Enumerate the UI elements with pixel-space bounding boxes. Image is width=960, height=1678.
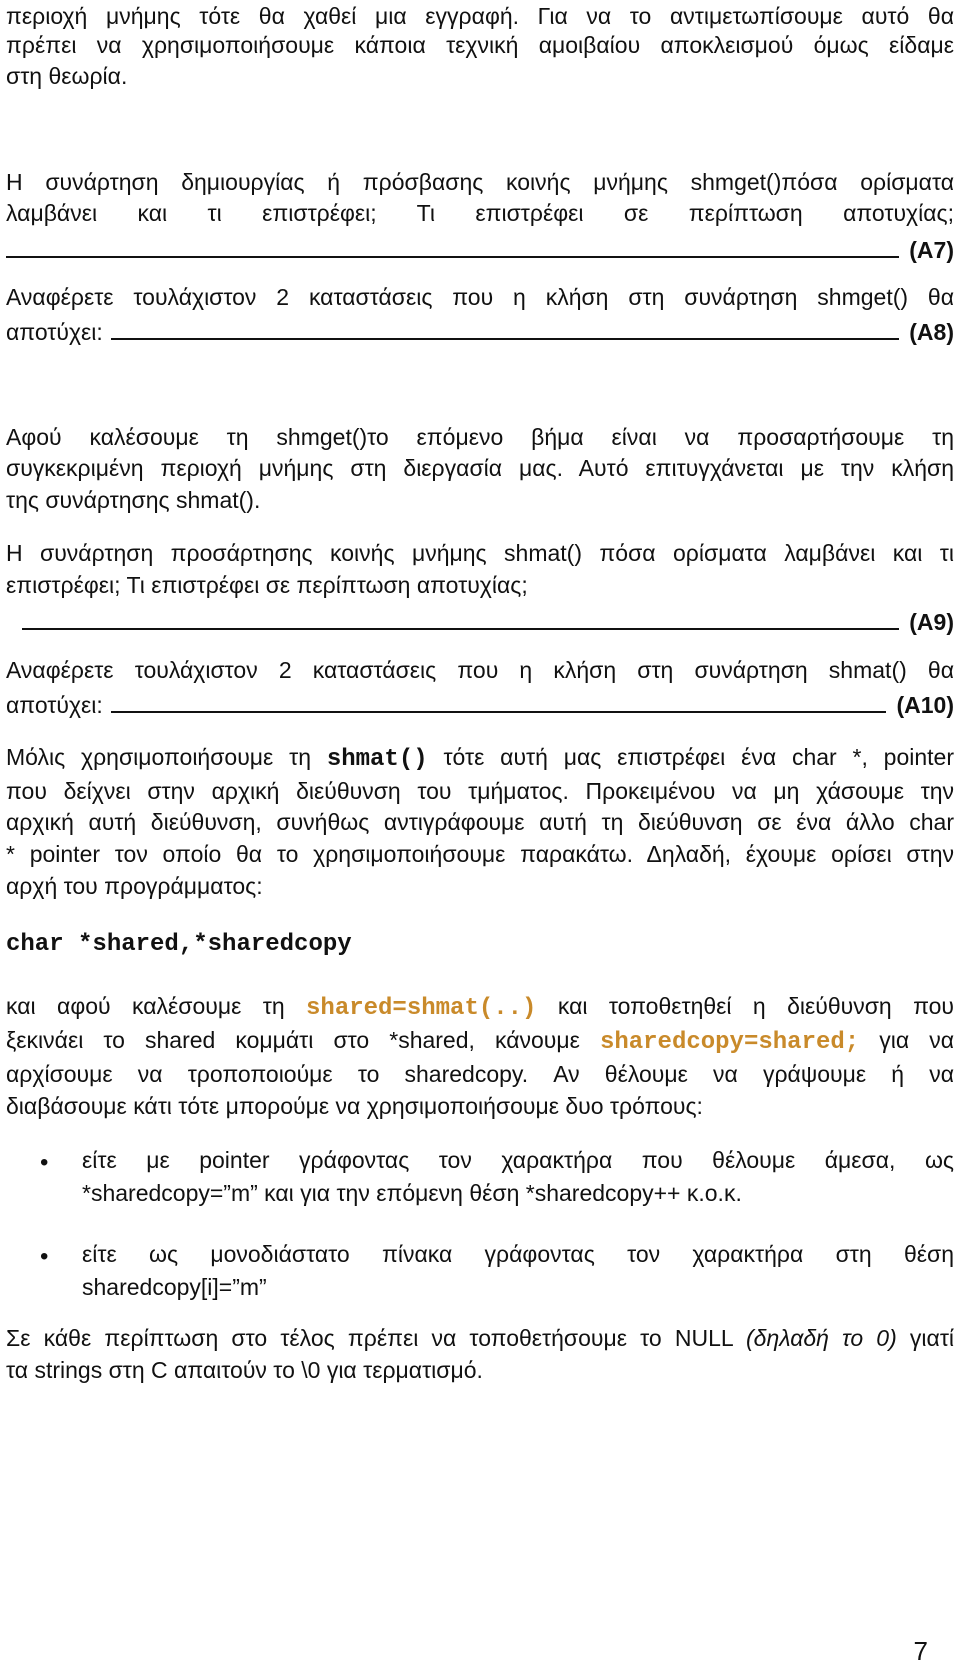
text-line: αρχίσουμε να τροποποιούμε το sharedcopy. Αν θέλουμε να γράψουμε ή να [6,1061,954,1087]
text-span: Μόλις χρησιμοποιήσουμε τη [6,744,311,770]
answer-blank[interactable] [111,689,887,713]
text-span: τότε αυτή μας επιστρέφει ένα char *, pointer [443,744,954,770]
text-line: συγκεκριμένη περιοχή μνήμης στη διεργασία μας. Αυτό επιτυγχάνεται με την κλήση [6,455,954,481]
text-line: αρχική αυτή διεύθυνση, συνήθως αντιγράφουμε αυτή τη διεύθυνση σε ένα άλλο char [6,809,954,835]
list-item [82,1144,954,1210]
inline-code: shmat() [326,746,428,773]
list-item-line: *sharedcopy=”m” και για την επόμενη θέση *sharedcopy++ κ.ο.κ. [82,1180,742,1206]
text-line: που δείχνει στην αρχική διεύθυνση του τμήματος. Προκειμένου να μη χάσουμε την [6,778,954,804]
text-line: αρχή του προγράμματος: [6,873,263,899]
question-code-label: (A7) [909,237,954,263]
answer-blank[interactable] [22,606,899,630]
text-line [6,741,954,776]
text-line [6,1322,954,1355]
code-declaration: char *shared,*sharedcopy [6,931,352,958]
answer-row-a7[interactable] [6,230,954,264]
text-span: για να [879,1027,955,1053]
question-line: Αναφέρετε τουλάχιστον 2 καταστάσεις που η κλήση στη συνάρτηση shmat() θα [6,657,954,683]
text-span: ξεκινάει το shared κομμάτι στο *shared, κάνουμε [6,1027,580,1053]
answer-prefix: αποτύχει: [6,319,103,345]
text-span: γιατί [909,1325,955,1351]
text-span: και αφού καλέσουμε τη [6,993,285,1019]
list-item-line: είτε με pointer γράφοντας τον χαρακτήρα που θέλουμε άμεσα, ως [82,1147,954,1173]
question-code-label: (A9) [909,609,954,635]
answer-prefix: αποτύχει: [6,692,103,718]
question-line: λαμβάνει και τι επιστρέφει; Τι επιστρέφει σε περίπτωση αποτυχίας; [6,200,954,226]
question-line: Η συνάρτηση δημιουργίας ή πρόσβασης κοινής μνήμης shmget()πόσα ορίσματα [6,169,954,195]
question-code-label: (A8) [909,319,954,345]
text-line [6,990,954,1025]
text-line: περιοχή μνήμης τότε θα χαθεί μια εγγραφή. Για να το αντιμετωπίσουμε αυτό θα [6,3,954,29]
list-item [82,1238,954,1304]
text-line [6,1024,954,1059]
answer-row-a8[interactable] [6,312,954,346]
bullet-icon: • [40,1243,49,1270]
bullet-icon: • [40,1149,49,1176]
page-number: 7 [913,1636,928,1666]
text-emphasis: (δηλαδή το 0) [746,1325,897,1351]
text-line: της συνάρτησης shmat(). [6,487,261,513]
answer-row-a10[interactable] [6,685,954,719]
text-line: * pointer τον οποίο θα το χρησιμοποιήσουμε παρακάτω. Δηλαδή, έχουμε ορίσει στην [6,841,954,867]
text-line: στη θεωρία. [6,63,128,89]
text-line: Αφού καλέσουμε τη shmget()το επόμενο βήμα είναι να προσαρτήσουμε τη [6,424,954,450]
question-line: Η συνάρτηση προσάρτησης κοινής μνήμης shmat() πόσα ορίσματα λαμβάνει και τι [6,540,954,566]
list-item-line: είτε ως μονοδιάστατο πίνακα γράφοντας τον χαρακτήρα στη θέση [82,1241,954,1267]
text-line: πρέπει να χρησιμοποιήσουμε κάποια τεχνική αμοιβαίου αποκλεισμού όμως είδαμε [6,32,954,58]
text-span: Σε κάθε περίπτωση στο τέλος πρέπει να τοποθετήσουμε το NULL [6,1325,733,1351]
text-line: τα strings στη C απαιτούν το \0 για τερματισμό. [6,1357,483,1383]
text-span: και τοποθετηθεί η διεύθυνση που [557,993,955,1019]
answer-blank[interactable] [111,316,899,340]
answer-row-a9[interactable] [22,602,954,636]
text-line: διαβάσουμε κάτι τότε μπορούμε να χρησιμοποιήσουμε δυο τρόπους: [6,1093,703,1119]
question-line: επιστρέφει; Τι επιστρέφει σε περίπτωση αποτυχίας; [6,572,528,598]
answer-blank[interactable] [6,234,899,258]
inline-code-highlight: shared=shmat(..) [306,995,537,1022]
question-code-label: (A10) [896,692,954,718]
inline-code-highlight: sharedcopy=shared; [599,1029,860,1056]
list-item-line: sharedcopy[i]=”m” [82,1274,267,1300]
question-line: Αναφέρετε τουλάχιστον 2 καταστάσεις που η κλήση στη συνάρτηση shmget() θα [6,284,954,310]
